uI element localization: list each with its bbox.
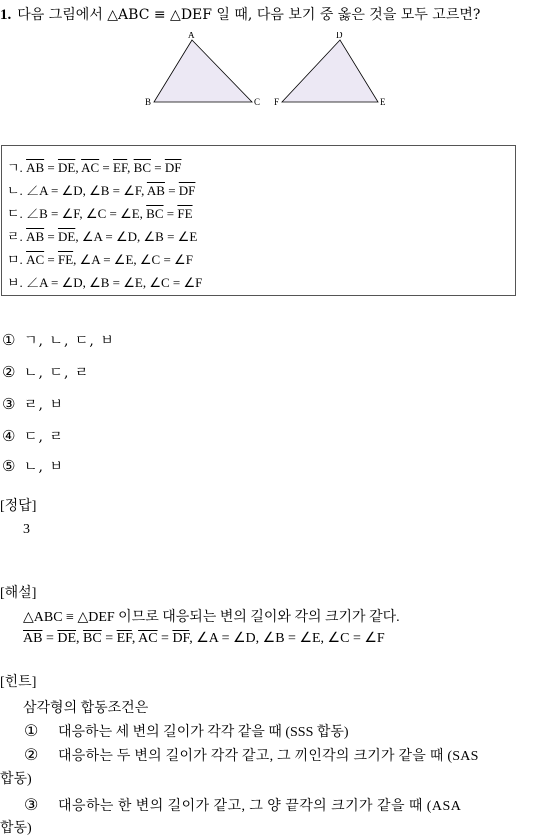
math-text: = <box>164 183 179 198</box>
segment-name: $\overline{DF}$ <box>172 631 190 646</box>
math-text: ∠A = ∠D, ∠B = ∠E, ∠C = ∠F <box>26 275 203 290</box>
option-letter: ㅁ. <box>7 252 23 267</box>
triangle-abc <box>154 40 252 102</box>
option-letter: ㄴ. <box>7 183 23 198</box>
option-letter: ㄹ. <box>7 229 23 244</box>
option-row <box>7 249 193 268</box>
question-text: 다음 그림에서 △ABC ≡ △DEF 일 때, 다음 보기 중 옳은 것을 모두 고르면? <box>17 7 481 23</box>
explanation-line-1: △ABC ≡ △DEF 이므로 대응되는 변의 길이와 각의 크기가 같다. <box>23 610 400 625</box>
hint-item-2 <box>24 745 479 765</box>
hint-text: 대응하는 세 변의 길이가 각각 같을 때 (SSS 합동) <box>58 725 349 740</box>
choice-number: ② <box>2 363 16 381</box>
math-text: = <box>101 631 117 646</box>
choice-text: ㄹ, ㅂ <box>24 397 64 413</box>
hint-text: 대응하는 두 변의 길이가 각각 같고, 그 끼인각의 크기가 같을 때 (SAS <box>58 749 479 764</box>
question-number: 1. <box>0 7 12 23</box>
option-letter: ㄷ. <box>7 206 23 221</box>
choice-number: ③ <box>2 395 16 413</box>
math-text: , <box>75 160 82 175</box>
choice-1[interactable] <box>2 330 115 350</box>
math-text: , ∠A = ∠D, ∠B = ∠E, ∠C = ∠F <box>189 631 385 646</box>
explanation-line-2 <box>23 630 385 647</box>
segment-name: $\overline{DF}$ <box>164 160 182 175</box>
math-text: = <box>44 252 58 267</box>
label-f: F <box>274 97 280 107</box>
math-text: = <box>99 160 114 175</box>
option-text <box>26 275 202 290</box>
segment-name: $\overline{AC}$ <box>138 631 158 646</box>
choice-number: ⑤ <box>2 457 16 475</box>
segment-name: $\overline{DE}$ <box>57 229 76 244</box>
math-text: = <box>163 206 178 221</box>
option-row <box>7 226 197 245</box>
option-letter: ㅂ. <box>7 275 23 290</box>
options-box <box>1 145 516 296</box>
hint-number: ② <box>24 747 39 764</box>
math-text: = <box>44 229 58 244</box>
option-text <box>26 206 192 221</box>
option-row <box>7 157 181 176</box>
choice-4[interactable] <box>2 426 64 446</box>
segment-name: $\overline{AC}$ <box>26 252 45 267</box>
hint-number: ① <box>24 723 39 740</box>
math-text: , ∠A = ∠E, ∠C = ∠F <box>73 252 193 267</box>
segment-name: $\overline{AB}$ <box>146 183 165 198</box>
segment-name: $\overline{DF}$ <box>178 183 196 198</box>
choice-text: ㄴ, ㅂ <box>24 459 64 475</box>
hint-item-1 <box>24 721 349 741</box>
math-text: = <box>157 631 173 646</box>
choice-3[interactable] <box>2 394 64 414</box>
hint-label: [힌트] <box>0 675 37 690</box>
math-text: , <box>76 631 84 646</box>
segment-name: $\overline{DE}$ <box>57 160 76 175</box>
option-row <box>7 180 195 199</box>
triangle-def <box>282 40 378 102</box>
math-text: , <box>127 160 134 175</box>
segment-name: $\overline{BC}$ <box>133 160 151 175</box>
choice-5[interactable] <box>2 456 64 476</box>
hint-item-3 <box>24 795 461 815</box>
math-text: = <box>151 160 165 175</box>
hint-intro: 삼각형의 합동조건은 <box>23 701 149 716</box>
segment-name: $\overline{AB}$ <box>26 160 45 175</box>
segment-name: $\overline{EF}$ <box>116 631 132 646</box>
math-text: , <box>131 631 139 646</box>
triangles-figure <box>140 32 400 110</box>
explanation-math <box>23 631 385 646</box>
math-text: , ∠A = ∠D, ∠B = ∠E <box>75 229 198 244</box>
question-line <box>0 4 480 24</box>
label-d: D <box>336 32 343 40</box>
math-text: = <box>44 160 58 175</box>
answer-value: 3 <box>23 522 30 537</box>
segment-name: $\overline{DE}$ <box>57 631 77 646</box>
label-e: E <box>380 97 386 107</box>
hint-item-3-cont: 합동) <box>0 821 32 836</box>
choice-2[interactable] <box>2 362 89 382</box>
label-a: A <box>188 32 195 40</box>
answer-label: [정답] <box>0 499 37 514</box>
segment-name: $\overline{AB}$ <box>23 631 43 646</box>
hint-text: 대응하는 한 변의 길이가 같고, 그 양 끝각의 크기가 같을 때 (ASA <box>58 799 462 814</box>
choice-text: ㄷ, ㄹ <box>24 429 64 445</box>
choice-number: ④ <box>2 427 16 445</box>
option-text <box>26 160 181 175</box>
segment-name: $\overline{AC}$ <box>81 160 100 175</box>
option-text <box>26 183 195 198</box>
math-text: ∠A = ∠D, ∠B = ∠F, <box>26 183 147 198</box>
segment-name: $\overline{AB}$ <box>26 229 45 244</box>
explanation-label: [해설] <box>0 586 37 601</box>
option-text <box>26 229 197 244</box>
choice-text: ㄱ, ㄴ, ㄷ, ㅂ <box>24 333 115 349</box>
option-row <box>7 272 202 291</box>
option-text <box>26 252 193 267</box>
math-text: ∠B = ∠F, ∠C = ∠E, <box>26 206 147 221</box>
label-c: C <box>254 97 261 107</box>
hint-number: ③ <box>24 797 39 814</box>
choice-number: ① <box>2 331 16 349</box>
label-b: B <box>145 97 152 107</box>
option-letter: ㄱ. <box>7 160 23 175</box>
segment-name: $\overline{FE}$ <box>57 252 74 267</box>
option-row <box>7 203 193 222</box>
segment-name: $\overline{BC}$ <box>146 206 164 221</box>
choice-text: ㄴ, ㄷ, ㄹ <box>24 365 90 381</box>
segment-name: $\overline{BC}$ <box>83 631 102 646</box>
math-text: = <box>42 631 58 646</box>
hint-item-2-cont: 합동) <box>0 772 32 787</box>
segment-name: $\overline{FE}$ <box>177 206 193 221</box>
segment-name: $\overline{EF}$ <box>113 160 128 175</box>
